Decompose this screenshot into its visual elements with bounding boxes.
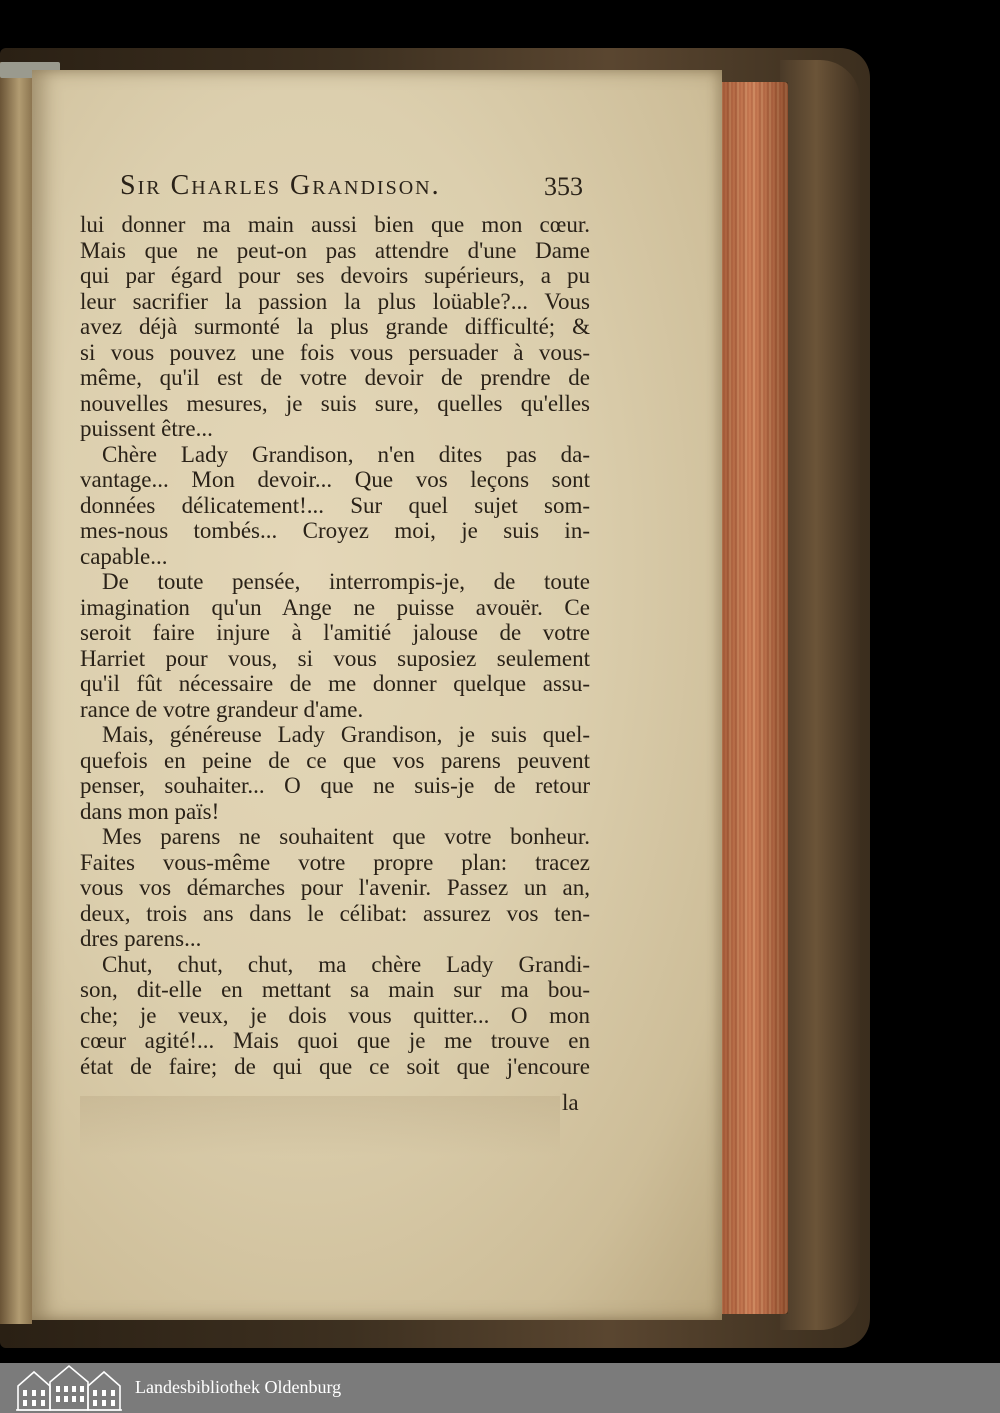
text-line: che; je veux, je dois vous quitter... O mon [80,1002,590,1028]
text-line: nouvelles mesures, je suis sure, quelles qu'elles [80,390,590,416]
library-building-icon [14,1364,124,1412]
text-line: Faites vous-même votre propre plan: tracez [80,849,590,875]
text-line: cœur agité!... Mais quoi que je me trouve en [80,1028,590,1053]
book-cover-edge [780,60,860,1330]
text-line: Mais que ne peut-on pas attendre d'une Dame [80,237,590,263]
running-head: Sir Charles Grandison. [120,170,441,201]
text-line: données délicatement!... Sur quel sujet som- [80,492,590,518]
text-line: Chut, chut, chut, ma chère Lady Grandi- [102,951,590,977]
text-line: penser, souhaiter... O que ne suis-je de retour [80,773,590,798]
text-line: seroit faire injure à l'amitié jalouse de votre [80,620,590,645]
text-line: puissent être... [80,416,213,441]
text-line: vous vos démarches pour l'avenir. Passez un an, [80,875,590,900]
text-line: vantage... Mon devoir... Que vos leçons sont [80,467,590,492]
text-line: dans mon païs! [80,798,220,824]
text-line: qui par égard pour ses devoirs supérieurs, a pu [80,263,590,288]
text-line: état de faire; de qui que ce soit que j'encoure [80,1053,590,1079]
text-line: Mais, généreuse Lady Grandison, je suis quel- [102,722,590,747]
text-line: capable... [80,543,168,569]
text-line: dres parens... [80,926,202,951]
text-line: rance de votre grandeur d'ame. [80,696,364,722]
text-line: quefois en peine de ce que vos parens peuvent [80,747,590,773]
text-line: Chère Lady Grandison, n'en dites pas da- [102,441,590,467]
text-line: De toute pensée, interrompis-je, de toute [102,569,590,594]
text-line: avez déjà surmonté la plus grande difficulté; & [80,314,590,339]
body-text [80,212,590,1079]
text-line: imagination qu'un Ange ne puisse avouër. Ce [80,594,590,620]
text-line: Harriet pour vous, si vous suposiez seulement [80,645,590,671]
ink-bleed-through [80,1096,560,1156]
library-name: Landesbibliothek Oldenburg [135,1377,342,1397]
text-line: leur sacrifier la passion la plus loüable?... Vous [80,288,590,314]
page-block-shade [716,82,788,1314]
text-line: qu'il fût nécessaire de me donner quelque assu- [80,671,590,696]
text-line: mes-nous tombés... Croyez moi, je suis in- [80,518,590,543]
catchword: la [562,1090,579,1115]
text-line: même, qu'il est de votre devoir de prendre de [80,365,590,390]
facing-page-edge [0,62,32,1324]
text-line: lui donner ma main aussi bien que mon cœur. [80,212,590,237]
text-line: si vous pouvez une fois vous persuader à vous- [80,339,590,365]
text-line: Mes parens ne souhaitent que votre bonheur. [102,824,590,849]
page-number: 353 [544,172,583,201]
text-line: son, dit-elle en mettant sa main sur ma bou- [80,977,590,1002]
text-line: deux, trois ans dans le célibat: assurez vos ten- [80,900,590,926]
